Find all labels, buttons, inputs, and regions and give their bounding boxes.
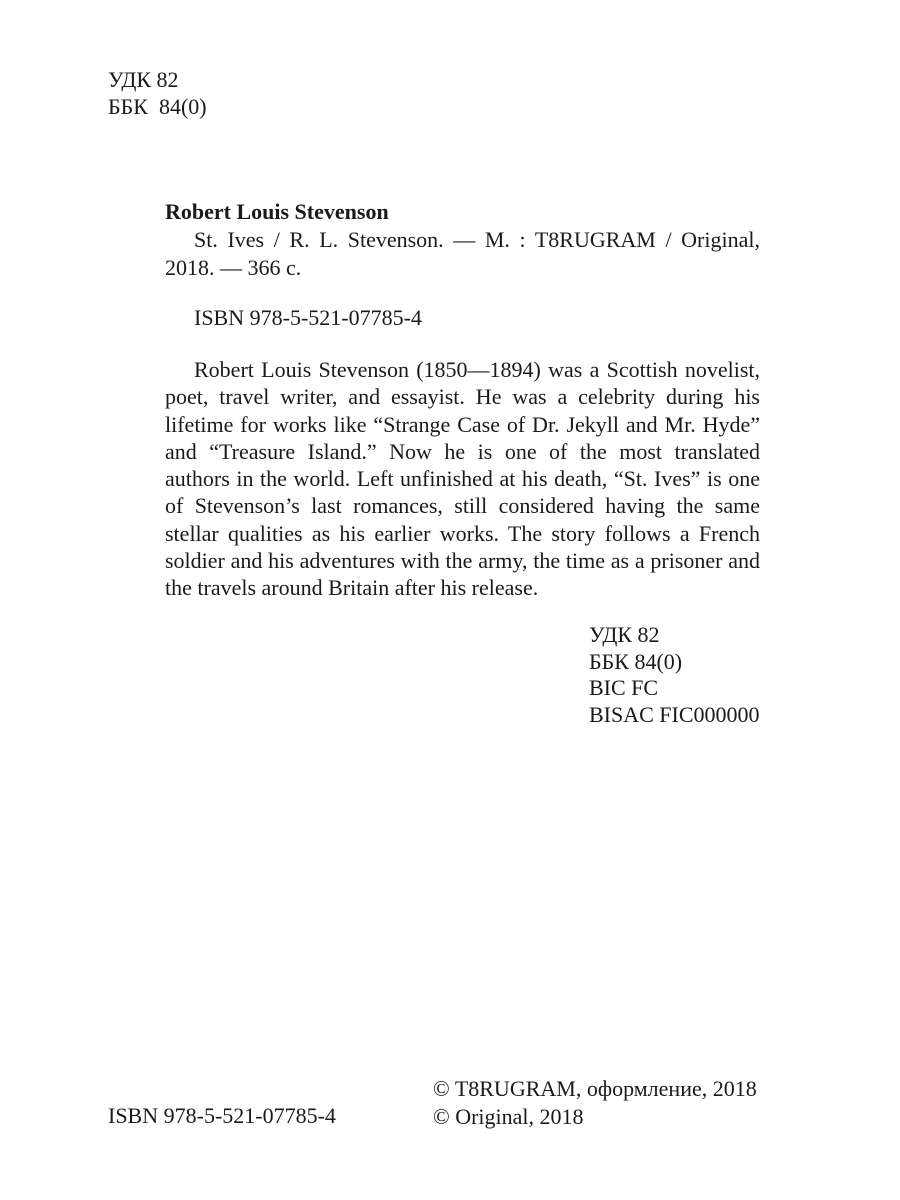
author-block [165, 198, 760, 282]
udk-code-right: УДК 82 [589, 622, 660, 647]
bic-code: BIC FC [589, 675, 659, 700]
top-classification [108, 66, 207, 120]
copyright-original: © Original, 2018 [433, 1104, 584, 1129]
bisac-code: BISAC FIC000000 [589, 701, 760, 727]
isbn-line: ISBN 978-5-521-07785-4 [194, 305, 422, 330]
copyright-block [433, 1075, 757, 1131]
author-name: Robert Louis Stevenson [165, 199, 389, 224]
footer-isbn: ISBN 978-5-521-07785-4 [108, 1103, 336, 1128]
right-classification [589, 622, 760, 728]
bibliographic-entry: St. Ives / R. L. Stevenson. — M. : T8RUGRAM / Original, 2018. — 366 с. [165, 227, 760, 280]
copyright-design: © T8RUGRAM, оформление, 2018 [433, 1076, 757, 1101]
annotation: Robert Louis Stevenson (1850—1894) was a Scottish novelist, poet, travel writer, and essayist. He was a celebrity during his lifetime for works like “Strange Case of Dr. Jekyll and Mr. Hyde” and “Treasure Island.” Now he is one of the most translated authors in the world. Left unfinished at his death, “St. Ives” is one of Stevenson’s last romances, still considered having the same stellar qualities as his earlier works. The story follows a French soldier and his adventures with the army, the time as a prisoner and the travels around Britain after his release. [165, 357, 760, 601]
bbk-code-right: ББК 84(0) [589, 648, 683, 674]
udk-code: УДК 82 [108, 67, 179, 92]
bbk-code: ББК 84(0) [108, 94, 207, 119]
